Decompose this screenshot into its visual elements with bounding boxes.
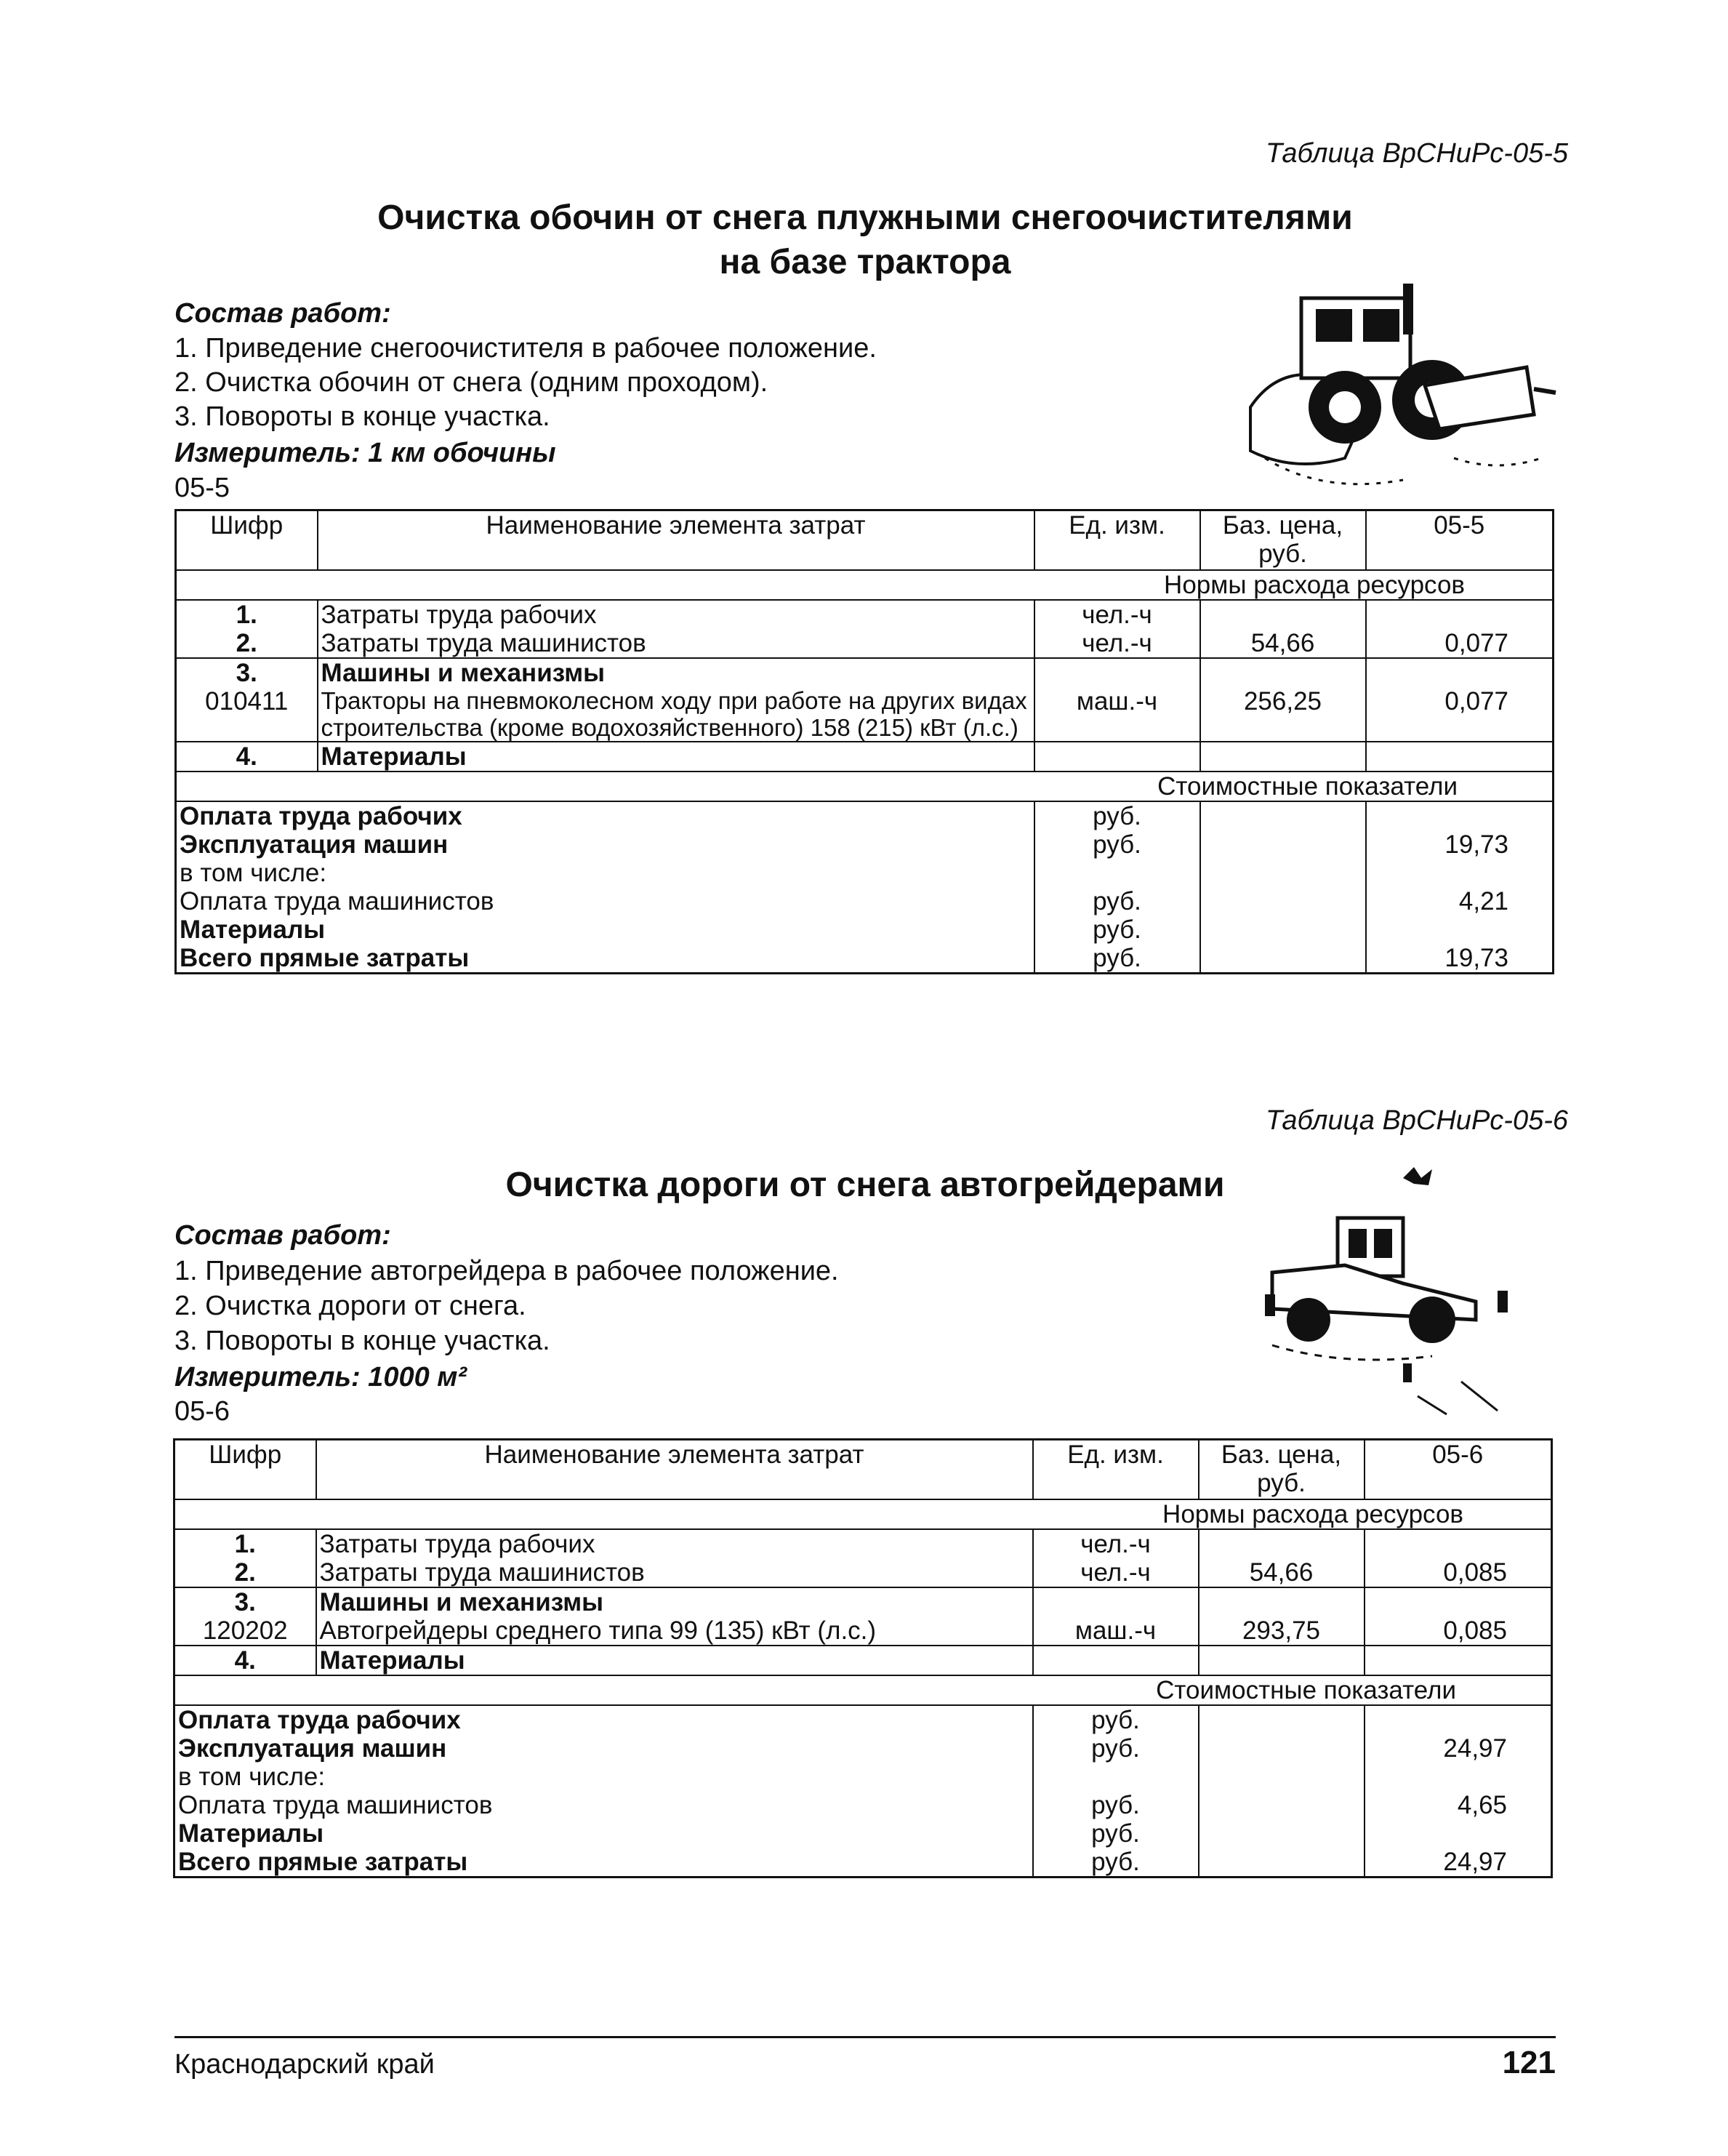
table-row: 4. Материалы — [174, 1646, 1552, 1675]
step-item: 3. Повороты в конце участка. — [174, 1326, 550, 1356]
table-row: 2. Затраты труда машинистов чел.-ч 54,66 0,077 — [176, 629, 1554, 658]
step-item: 2. Очистка обочин от снега (одним проходом). — [174, 367, 768, 398]
cost-row: Материалы руб. — [174, 1819, 1552, 1848]
header-name: Наименование элемента затрат — [318, 510, 1034, 570]
section-cost: Стоимостные показатели — [176, 772, 1554, 801]
table-row: 3. Машины и механизмы — [176, 658, 1554, 687]
header-unit: Ед. изм. — [1034, 510, 1200, 570]
step-item: 1. Приведение снегоочистителя в рабочее положение. — [174, 333, 877, 364]
resource-table — [174, 509, 1554, 974]
table-code: 05-6 — [174, 1396, 230, 1427]
header-shifr: Шифр — [176, 510, 318, 570]
resource-table — [173, 1438, 1553, 1878]
header-price: Баз. цена, руб. — [1199, 1440, 1365, 1499]
table-row: 1. Затраты труда рабочих чел.-ч — [176, 600, 1554, 629]
step-item: 2. Очистка дороги от снега. — [174, 1291, 526, 1321]
step-item: 1. Приведение автогрейдера в рабочее положение. — [174, 1256, 839, 1286]
header-unit: Ед. изм. — [1033, 1440, 1199, 1499]
tractor-snowplow-illustration — [1236, 240, 1570, 509]
header-name: Наименование элемента затрат — [316, 1440, 1033, 1499]
footer-region: Краснодарский край — [174, 2049, 435, 2080]
cost-row: Эксплуатация машин руб. 24,97 — [174, 1734, 1552, 1763]
cost-row: Всего прямые затраты руб. 19,73 — [176, 944, 1554, 974]
cost-row: в том числе: — [174, 1763, 1552, 1791]
table-row: 1. Затраты труда рабочих чел.-ч — [174, 1529, 1552, 1558]
izmeritel: Измеритель: 1 км обочины — [174, 438, 556, 468]
cost-row: Всего прямые затраты руб. 24,97 — [174, 1848, 1552, 1878]
table-label: Таблица ВрСНиРс-05-5 — [1265, 138, 1568, 169]
cost-row: Оплата труда рабочих руб. — [176, 801, 1554, 830]
cost-row: Материалы руб. — [176, 915, 1554, 944]
table-row: 2. Затраты труда машинистов чел.-ч 54,66 0,085 — [174, 1558, 1552, 1587]
cost-row: Эксплуатация машин руб. 19,73 — [176, 830, 1554, 859]
step-item: 3. Повороты в конце участка. — [174, 401, 550, 432]
table-code: 05-5 — [174, 473, 230, 503]
table-row: 120202 Автогрейдеры среднего типа 99 (135) кВт (л.с.) маш.-ч 293,75 0,085 — [174, 1616, 1552, 1646]
header-col: 05-6 — [1365, 1440, 1552, 1499]
section-cost: Стоимостные показатели — [174, 1675, 1552, 1705]
motor-grader-illustration — [1258, 1156, 1519, 1432]
section-title: Очистка обочин от снега плужными снегоочистителями — [377, 199, 1353, 237]
table-label: Таблица ВрСНиРс-05-6 — [1265, 1105, 1568, 1136]
table-row: 4. Материалы — [176, 742, 1554, 772]
section-norms: Нормы расхода ресурсов — [174, 1499, 1552, 1529]
sostav-label: Состав работ: — [174, 1220, 391, 1251]
table-row: 3. Машины и механизмы — [174, 1587, 1552, 1616]
section-norms: Нормы расхода ресурсов — [176, 570, 1554, 600]
section-title-line2: на базе трактора — [719, 243, 1011, 281]
header-shifr: Шифр — [174, 1440, 316, 1499]
header-col: 05-5 — [1366, 510, 1554, 570]
cost-row: Оплата труда рабочих руб. — [174, 1705, 1552, 1734]
page-number: 121 — [1502, 2045, 1556, 2080]
sostav-label: Состав работ: — [174, 298, 391, 329]
cost-row: Оплата труда машинистов руб. 4,65 — [174, 1791, 1552, 1819]
izmeritel: Измеритель: 1000 м² — [174, 1362, 467, 1392]
header-price: Баз. цена, руб. — [1200, 510, 1366, 570]
section-title: Очистка дороги от снега автогрейдерами — [505, 1166, 1225, 1204]
table-row: 010411 Тракторы на пневмоколесном ходу при работе на других видах строительства (кроме водохозяйственного) 158 (215) кВт (л.с.) маш.-ч 256,25 0,077 — [176, 687, 1554, 742]
footer-rule — [174, 2036, 1556, 2038]
cost-row: в том числе: — [176, 859, 1554, 887]
cost-row: Оплата труда машинистов руб. 4,21 — [176, 887, 1554, 915]
